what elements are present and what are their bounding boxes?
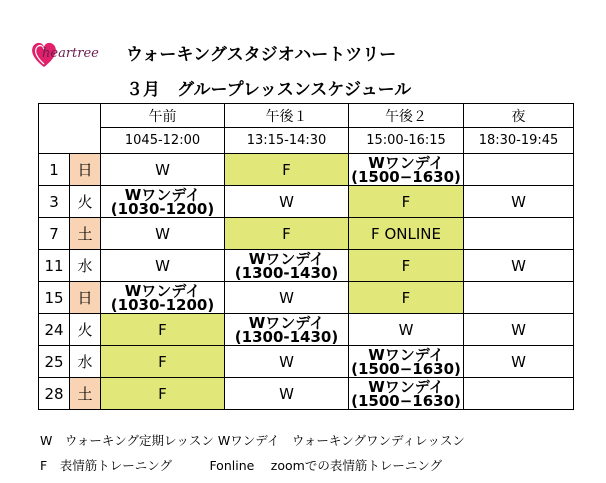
lesson-cell-afternoon-2: F bbox=[349, 250, 464, 282]
legend-line-1: W ウォーキング定期レッスン Wワンデイ ウォーキングワンディレッスン bbox=[40, 433, 465, 448]
lesson-cell-afternoon-1: F bbox=[225, 218, 349, 250]
lesson-cell-afternoon-2: F bbox=[349, 186, 464, 218]
lesson-cell-night bbox=[464, 154, 574, 186]
lesson-cell-morning: F bbox=[101, 346, 225, 378]
lesson-cell-morning: W bbox=[101, 218, 225, 250]
lesson-cell-afternoon-2: F bbox=[349, 282, 464, 314]
page-subtitle: ３月 グループレッスンスケジュール bbox=[126, 80, 412, 100]
weekday-cell: 火 bbox=[70, 314, 101, 346]
schedule-row bbox=[39, 154, 574, 186]
logo-text: heartree bbox=[42, 46, 99, 61]
lesson-cell-afternoon-2 bbox=[349, 346, 464, 378]
day-cell: 15 bbox=[39, 282, 70, 314]
lesson-cell-morning: F bbox=[101, 314, 225, 346]
day-cell: 3 bbox=[39, 186, 70, 218]
lesson-name: Wワンデイ bbox=[368, 345, 444, 364]
lesson-time: (1030-1200) bbox=[110, 295, 215, 314]
weekday-cell: 日 bbox=[70, 154, 101, 186]
lesson-name: Wワンデイ bbox=[368, 377, 444, 396]
lesson-cell-afternoon-1: W bbox=[225, 346, 349, 378]
weekday-cell: 火 bbox=[70, 186, 101, 218]
lesson-time: (1500−1630) bbox=[351, 391, 461, 410]
header-afternoon-1: 午後１ bbox=[225, 104, 349, 128]
weekday-cell: 日 bbox=[70, 282, 101, 314]
schedule-row bbox=[39, 250, 574, 282]
lesson-cell-afternoon-1: W bbox=[225, 378, 349, 410]
lesson-cell-afternoon-1 bbox=[225, 250, 349, 282]
schedule-row bbox=[39, 346, 574, 378]
day-cell: 1 bbox=[39, 154, 70, 186]
day-cell: 7 bbox=[39, 218, 70, 250]
time-afternoon-2: 15:00-16:15 bbox=[349, 128, 464, 154]
time-morning: 1045-12:00 bbox=[101, 128, 225, 154]
header-night: 夜 bbox=[464, 104, 574, 128]
lesson-cell-night: W bbox=[464, 250, 574, 282]
lesson-cell-night: W bbox=[464, 314, 574, 346]
lesson-cell-morning bbox=[101, 186, 225, 218]
lesson-cell-morning: W bbox=[101, 154, 225, 186]
lesson-cell-afternoon-2 bbox=[349, 154, 464, 186]
schedule-table bbox=[38, 103, 574, 410]
lesson-cell-morning bbox=[101, 282, 225, 314]
day-cell: 11 bbox=[39, 250, 70, 282]
lesson-time: (1300-1430) bbox=[234, 263, 339, 282]
header-row bbox=[39, 104, 574, 128]
day-cell: 28 bbox=[39, 378, 70, 410]
lesson-name: Wワンデイ bbox=[124, 185, 201, 204]
heartree-logo bbox=[30, 40, 104, 70]
schedule-row bbox=[39, 378, 574, 410]
lesson-name: Wワンデイ bbox=[124, 281, 201, 300]
lesson-time: (1500−1630) bbox=[351, 167, 461, 186]
lesson-cell-night: W bbox=[464, 346, 574, 378]
lesson-cell-morning: F bbox=[101, 378, 225, 410]
lesson-time: (1500−1630) bbox=[351, 359, 461, 378]
lesson-cell-night bbox=[464, 378, 574, 410]
lesson-cell-morning: W bbox=[101, 250, 225, 282]
lesson-cell-afternoon-1 bbox=[225, 314, 349, 346]
weekday-cell: 土 bbox=[70, 378, 101, 410]
time-night: 18:30-19:45 bbox=[464, 128, 574, 154]
lesson-name: Wワンデイ bbox=[368, 153, 444, 172]
lesson-cell-afternoon-2: W bbox=[349, 314, 464, 346]
lesson-cell-afternoon-1: W bbox=[225, 282, 349, 314]
header-morning: 午前 bbox=[101, 104, 225, 128]
lesson-cell-night bbox=[464, 218, 574, 250]
lesson-cell-night bbox=[464, 282, 574, 314]
lesson-cell-afternoon-2: F ONLINE bbox=[349, 218, 464, 250]
weekday-cell: 水 bbox=[70, 250, 101, 282]
lesson-cell-afternoon-1: F bbox=[225, 154, 349, 186]
time-row bbox=[39, 128, 574, 154]
legend-line-2: F 表情筋トレーニング Fonline zoomでの表情筋トレーニング bbox=[40, 458, 443, 473]
day-cell: 24 bbox=[39, 314, 70, 346]
time-afternoon-1: 13:15-14:30 bbox=[225, 128, 349, 154]
lesson-time: (1030-1200) bbox=[110, 199, 215, 218]
header-afternoon-2: 午後２ bbox=[349, 104, 464, 128]
page-title: ウォーキングスタジオハートツリー bbox=[126, 45, 397, 65]
corner-cell bbox=[39, 104, 101, 154]
lesson-time: (1300-1430) bbox=[234, 327, 339, 346]
day-cell: 25 bbox=[39, 346, 70, 378]
schedule-row bbox=[39, 314, 574, 346]
lesson-name: Wワンデイ bbox=[248, 313, 325, 332]
schedule-row bbox=[39, 186, 574, 218]
weekday-cell: 土 bbox=[70, 218, 101, 250]
schedule-row bbox=[39, 282, 574, 314]
schedule-row bbox=[39, 218, 574, 250]
lesson-cell-afternoon-1: W bbox=[225, 186, 349, 218]
lesson-cell-night: W bbox=[464, 186, 574, 218]
lesson-name: Wワンデイ bbox=[248, 249, 325, 268]
weekday-cell: 水 bbox=[70, 346, 101, 378]
lesson-cell-afternoon-2 bbox=[349, 378, 464, 410]
